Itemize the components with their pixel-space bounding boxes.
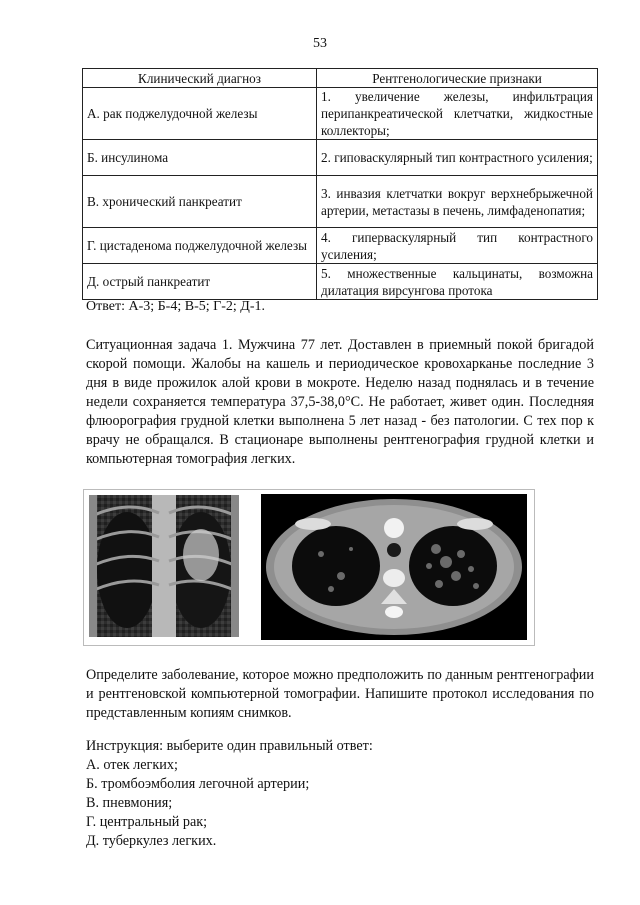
table-row [83,264,598,300]
option-item: В. пневмония; [86,795,173,811]
table-row [83,140,598,176]
table-row [83,88,598,140]
sign-cell: 2. гиповаскулярный тип контрастного усиления; [317,140,598,176]
question-text: Определите заболевание, которое можно предположить по данным рентгенографии и рентгеновской компьютерной томографии. Напишите протокол исследования по представленным копиям снимков. [86,667,594,721]
table-row [83,228,598,264]
option-item: Д. туберкулез легких. [86,833,217,849]
situational-task: Ситуационная задача 1. Мужчина 77 лет. Доставлен в приемный покой бригадой скорой помощи. Жалобы на кашель и периодическое кровохарканье последние 3 дня в виде прожилок алой крови в мокроте. Неделю назад поднялась и в течение недели сохраняется температура 37,5-38,0°С. Не работает, живет один. Последняя флюорография грудной клетки выполнена 5 лет назад - без патологии. С тех пор к врачу не обращался. В стационаре выполнены рентгенография грудной клетки и компьютерная томография легких. [86,337,594,467]
instruction-block [86,737,373,851]
option-item: Б. тромбоэмболия легочной артерии; [86,776,310,792]
medical-images [83,489,535,646]
diagnosis-cell: Д. острый панкреатит [83,264,317,300]
header-diagnosis: Клинический диагноз [83,69,317,88]
sign-cell: 4. гиперваскулярный тип контрастного усиления; [317,228,598,264]
diagnosis-cell: В. хронический панкреатит [83,176,317,228]
option-item: Г. центральный рак; [86,814,208,830]
diagnosis-cell: А. рак поджелудочной железы [83,88,317,140]
diagnosis-table [82,68,598,300]
answer-options [86,756,373,851]
sign-cell: 1. увеличение железы, инфильтрация перипанкреатической клетчатки, жидкостные коллекторы; [317,88,598,140]
chest-xray-image [89,495,239,637]
table-row [83,176,598,228]
sign-cell: 3. инвазия клетчатки вокруг верхнебрыжечной артерии, метастазы в печень, лимфаденопатия; [317,176,598,228]
option-item: А. отек легких; [86,757,178,773]
diagnosis-cell: Б. инсулинома [83,140,317,176]
ct-scan-image [261,494,527,640]
header-signs: Рентгенологические признаки [317,69,598,88]
answer-text: Ответ: А-3; Б-4; В-5; Г-2; Д-1. [86,299,265,314]
diagnosis-cell: Г. цистаденома поджелудочной железы [83,228,317,264]
sign-cell: 5. множественные кальцинаты, возможна дилатация вирсунгова протока [317,264,598,300]
page-number: 53 [313,36,327,51]
instruction-text: Инструкция: выберите один правильный ответ: [86,738,373,754]
table-header-row [83,69,598,88]
